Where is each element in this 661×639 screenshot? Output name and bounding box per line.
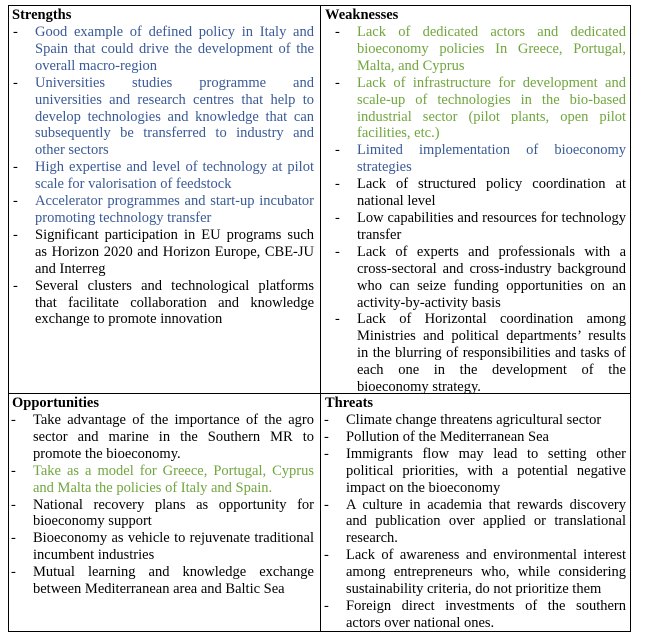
bullet-dash: - — [335, 311, 340, 328]
opportunities-item-text: Bioeconomy as vehicle to rejuvenate traditional incumbent industries — [33, 530, 314, 564]
bullet-dash: - — [335, 176, 340, 193]
weaknesses-item — [332, 75, 626, 143]
weaknesses-item — [332, 142, 626, 176]
strengths-item-text: Accelerator programmes and start-up incubator promoting technology transfer — [35, 193, 314, 226]
bullet-dash: - — [11, 564, 16, 581]
threats-list — [321, 412, 626, 632]
strengths-item — [10, 227, 314, 278]
weaknesses-item-text: Limited implementation of bioeconomy strategies — [357, 142, 626, 176]
table-right-border — [630, 5, 631, 632]
threats-item — [321, 497, 626, 548]
weaknesses-heading: Weaknesses — [325, 7, 399, 23]
strengths-item-text: Several clusters and technological platforms that facilitate collaboration and knowledge exchange to promote innovation — [35, 277, 314, 328]
bullet-dash: - — [335, 74, 340, 91]
weaknesses-item-text: Low capabilities and resources for technology transfer — [357, 209, 626, 243]
strengths-item — [10, 75, 314, 160]
strengths-item-text: High expertise and level of technology at pilot scale for valorisation of feedstock — [35, 159, 314, 193]
threats-item-text: A culture in academia that rewards discovery and publication over applied or translational research. — [346, 496, 626, 547]
opportunities-item — [8, 564, 314, 598]
bullet-dash: - — [324, 496, 329, 513]
bullet-dash: - — [11, 462, 16, 479]
opportunities-item-text: Mutual learning and knowledge exchange between Mediterranean area and Baltic Sea — [33, 564, 314, 598]
bullet-dash: - — [11, 530, 16, 547]
opportunities-item — [8, 497, 314, 531]
strengths-item-text: Significant participation in EU programs such as Horizon 2020 and Horizon Europe, CBE-JU and Interreg — [35, 226, 314, 277]
weaknesses-item — [332, 210, 626, 244]
opportunities-item-text: Take advantage of the importance of the agro sector and marine in the Southern MR to promote the bioeconomy. — [33, 412, 314, 462]
threats-item — [321, 446, 626, 497]
bullet-dash: - — [335, 209, 340, 226]
threats-item-text: Lack of awareness and environmental interest among entrepreneurs who, while considering sustainability criteria, do not prioritize them — [346, 547, 626, 598]
threats-heading: Threats — [325, 395, 374, 411]
bullet-dash: - — [324, 445, 329, 462]
bullet-dash: - — [13, 24, 18, 40]
bullet-dash: - — [13, 226, 18, 243]
threats-item-text: Foreign direct investments of the southern actors over national ones. — [346, 597, 626, 631]
threats-item — [321, 598, 626, 632]
strengths-item — [10, 193, 314, 227]
weaknesses-item-text: Lack of structured policy coordination at national level — [357, 176, 626, 210]
weaknesses-item — [332, 311, 626, 396]
strengths-heading: Strengths — [12, 7, 72, 23]
weaknesses-item-text: Lack of experts and professionals with a cross-sectoral and cross-industry background who can seize funding opportunities on an activity-by-activity basis — [357, 243, 626, 311]
bullet-dash: - — [324, 428, 329, 445]
strengths-item-text: Universities studies programme and universities and research centres that help to develop technologies and knowledge that can subsequently be transferred to industry and other sectors — [35, 74, 314, 159]
bullet-dash: - — [324, 597, 329, 614]
bullet-dash: - — [11, 496, 16, 513]
opportunities-item-text: Take as a model for Greece, Portugal, Cyprus and Malta the policies of Italy and Spain. — [33, 462, 314, 496]
weaknesses-list — [332, 24, 626, 396]
threats-item-text: Immigrants flow may lead to setting other political priorities, with a potential negative impact on the bioeconomy — [346, 445, 626, 496]
weaknesses-item — [332, 176, 626, 210]
threats-item — [321, 429, 626, 446]
bullet-dash: - — [13, 74, 18, 91]
bullet-dash: - — [335, 24, 340, 40]
strengths-item — [10, 278, 314, 329]
threats-item-text: Climate change threatens agricultural sector — [346, 412, 602, 428]
weaknesses-item-text: Lack of dedicated actors and dedicated bioeconomy policies In Greece, Portugal, Malta, and Cyprus — [357, 24, 626, 74]
bullet-dash: - — [324, 547, 329, 564]
bullet-dash: - — [324, 412, 329, 428]
strengths-item — [10, 24, 314, 75]
threats-item — [321, 547, 626, 598]
opportunities-item — [8, 412, 314, 463]
opportunities-item — [8, 530, 314, 564]
opportunities-item — [8, 463, 314, 497]
strengths-item — [10, 159, 314, 193]
bullet-dash: - — [335, 142, 340, 159]
bullet-dash: - — [335, 243, 340, 260]
bullet-dash: - — [13, 193, 18, 210]
bullet-dash: - — [13, 159, 18, 176]
threats-item-text: Pollution of the Mediterranean Sea — [346, 428, 549, 445]
strengths-list — [10, 24, 314, 328]
weaknesses-item-text: Lack of Horizontal coordination among Ministries and political departments’ results in the blurring of responsibilities and tasks of each one in the development of the bioeconomy strategy. — [357, 311, 626, 396]
weaknesses-item — [332, 24, 626, 75]
strengths-item-text: Good example of defined policy in Italy and Spain that could drive the development of the overall macro-region — [35, 24, 314, 74]
opportunities-heading: Opportunities — [12, 395, 100, 411]
weaknesses-item-text: Lack of infrastructure for development and scale-up of technologies in the bio-based industrial sector (pilot plants, open pilot facilities, etc.) — [357, 74, 626, 142]
threats-item — [321, 412, 626, 429]
bullet-dash: - — [11, 412, 16, 428]
opportunities-list — [8, 412, 314, 598]
weaknesses-item — [332, 244, 626, 312]
bullet-dash: - — [13, 277, 18, 294]
opportunities-item-text: National recovery plans as opportunity for bioeconomy support — [33, 496, 314, 530]
